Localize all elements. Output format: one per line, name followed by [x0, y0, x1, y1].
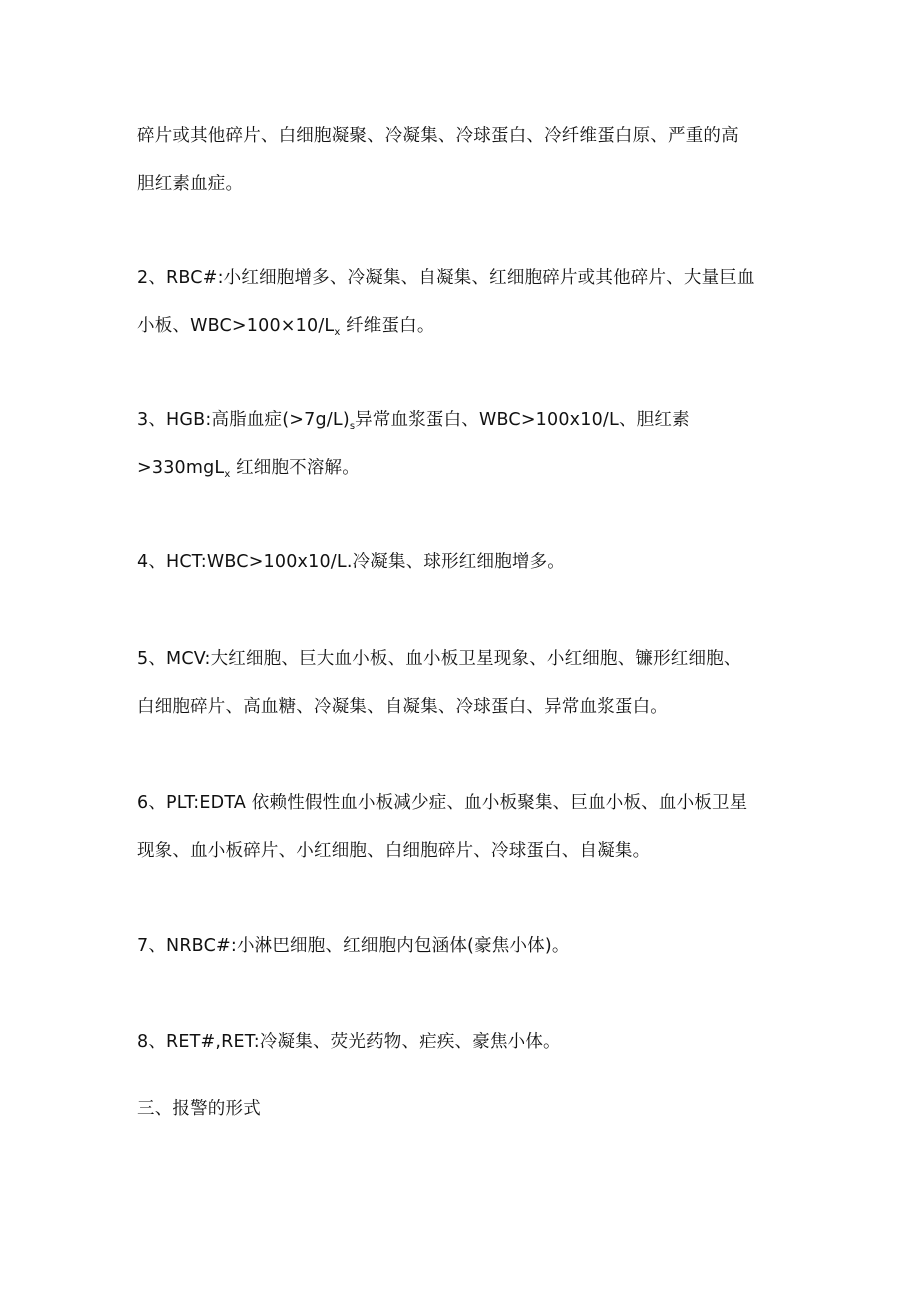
- paragraph-3-line-1: [137, 408, 797, 439]
- paragraph-5-line-1: 5、MCV:大红细胞、巨大血小板、血小板卫星现象、小红细胞、镰形红细胞、: [137, 649, 742, 669]
- paragraph-2-line-1: 2、RBC#:小红细胞增多、冷凝集、自凝集、红细胞碎片或其他碎片、大量巨血: [137, 268, 755, 288]
- paragraph-2-line-2-pre: 小板、WBC>100×10/L: [137, 316, 335, 336]
- paragraph-3-line-2-subscript: x: [224, 469, 231, 480]
- paragraph-6-line-2: 现象、血小板碎片、小红细胞、白细胞碎片、冷球蛋白、自凝集。: [137, 841, 651, 861]
- paragraph-8-line-1: 8、RET#,RET:冷凝集、荧光药物、疟疾、豪焦小体。: [137, 1032, 561, 1052]
- paragraph-3-line-1-subscript: s: [349, 421, 356, 432]
- paragraph-3-line-1-pre: 3、HGB:高脂血症(>7g/L): [137, 410, 350, 430]
- paragraph-2-line-2-post: 纤维蛋白。: [346, 316, 435, 336]
- paragraph-2-line-2: [137, 314, 797, 345]
- paragraph-2-line-2-subscript: x: [334, 327, 341, 338]
- paragraph-7-line-1: 7、NRBC#:小淋巴细胞、红细胞内包涵体(豪焦小体)。: [137, 936, 570, 956]
- paragraph-3-line-2: [137, 456, 797, 487]
- paragraph-3-line-2-pre: >330mgL: [137, 458, 225, 478]
- paragraph-5-line-2: 白细胞碎片、高血糖、冷凝集、自凝集、冷球蛋白、异常血浆蛋白。: [137, 697, 668, 717]
- paragraph-3-line-2-post: 红细胞不溶解。: [236, 458, 360, 478]
- section-heading: 三、报警的形式: [137, 1099, 261, 1119]
- paragraph-3-line-1-post: 异常血浆蛋白、WBC>100x10/L、胆红素: [355, 410, 690, 430]
- paragraph-1-line-1: 碎片或其他碎片、白细胞凝聚、冷凝集、冷球蛋白、冷纤维蛋白原、严重的高: [137, 126, 739, 146]
- paragraph-4-line-1: 4、HCT:WBC>100x10/L.冷凝集、球形红细胞增多。: [137, 552, 565, 572]
- paragraph-1-line-2: 胆红素血症。: [137, 174, 244, 194]
- paragraph-6-line-1: 6、PLT:EDTA 依赖性假性血小板减少症、血小板聚集、巨血小板、血小板卫星: [137, 793, 748, 813]
